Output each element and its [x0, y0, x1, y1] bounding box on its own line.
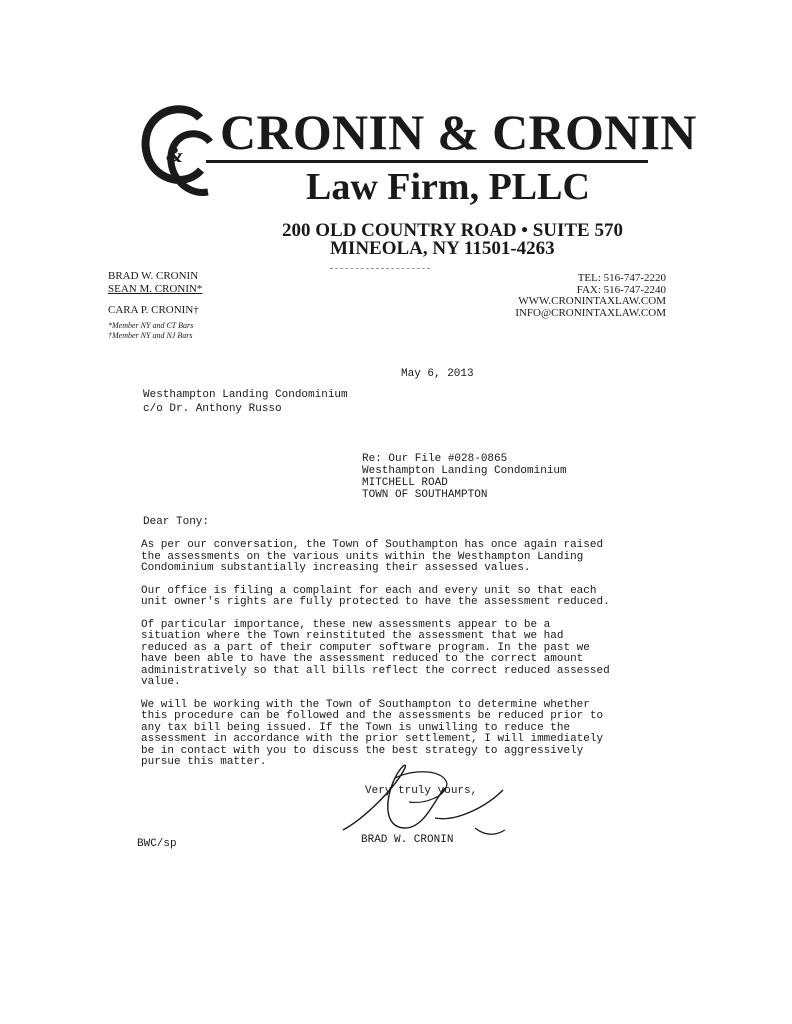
bar-membership-note: *Member NY and CT Bars: [108, 321, 194, 330]
reference-line: TOWN OF SOUTHAMPTON: [362, 489, 488, 501]
letter-date: May 6, 2013: [401, 368, 474, 380]
email: INFO@CRONINTAXLAW.COM: [515, 306, 666, 319]
firm-subtitle: Law Firm, PLLC: [306, 166, 590, 208]
faint-scan-marks: [330, 268, 430, 271]
body-paragraph: Of particular importance, these new assessments appear to be a situation where the Town reinstituted the assessment that we had reduced as a part of their computer software program. In the past we have been able to have the assessment reduced to the correct amount administratively so that all bills reflect the correct reduced assessed value.: [141, 618, 610, 688]
telephone: TEL: 516-747-2220: [577, 272, 666, 284]
body-paragraph: Our office is filing a complaint for each and every unit so that each unit owner's rights are fully protected to have the assessment reduced.: [141, 584, 610, 608]
body-paragraph: As per our conversation, the Town of Southampton has once again raised the assessments on the various units within the Westhampton Landing Condominium substantially increasing their assessed values.: [141, 539, 604, 574]
bar-membership-note: †Member NY and NJ Bars: [108, 331, 193, 340]
contact-block: [515, 273, 666, 319]
letter-body: [141, 540, 611, 780]
firm-name: CRONIN & CRONIN: [220, 104, 697, 160]
signer-name: BRAD W. CRONIN: [361, 834, 454, 846]
firm-logo: [138, 100, 218, 200]
body-paragraph: We will be working with the Town of Southampton to determine whether this procedure can be followed and the assessments be reduced prior to any tax bill being issued. If the Town is unwilling to reduce the assessment in accordance with the prior settlement, I will immediately be in contact with you to discuss the best strategy to aggressively pursue this matter.: [141, 698, 604, 768]
website: WWW.CRONINTAXLAW.COM: [518, 295, 666, 307]
salutation: Dear Tony:: [143, 516, 210, 528]
attorney-name: CARA P. CRONIN†: [108, 304, 199, 316]
reference-line: Re: Our File #028-0865: [362, 453, 508, 465]
reference-line: MITCHELL ROAD: [362, 477, 448, 489]
typist-initials: BWC/sp: [137, 838, 177, 850]
letterhead-rule: [206, 160, 648, 163]
recipient-line: Westhampton Landing Condominium: [143, 389, 348, 401]
recipient-block: [143, 388, 348, 416]
attorney-name: SEAN M. CRONIN*: [108, 283, 203, 295]
address-line-1: 200 OLD COUNTRY ROAD • SUITE 570: [282, 220, 623, 241]
attorney-list: [108, 270, 202, 341]
svg-text:&: &: [166, 142, 184, 167]
reference-block: [362, 453, 567, 501]
attorney-name: BRAD W. CRONIN: [108, 270, 199, 282]
closing: Very truly yours,: [365, 785, 478, 797]
fax: FAX: 516-747-2240: [576, 283, 666, 296]
recipient-line: c/o Dr. Anthony Russo: [143, 403, 282, 415]
address-line-2: MINEOLA, NY 11501-4263: [330, 238, 555, 259]
reference-line: Westhampton Landing Condominium: [362, 465, 567, 477]
